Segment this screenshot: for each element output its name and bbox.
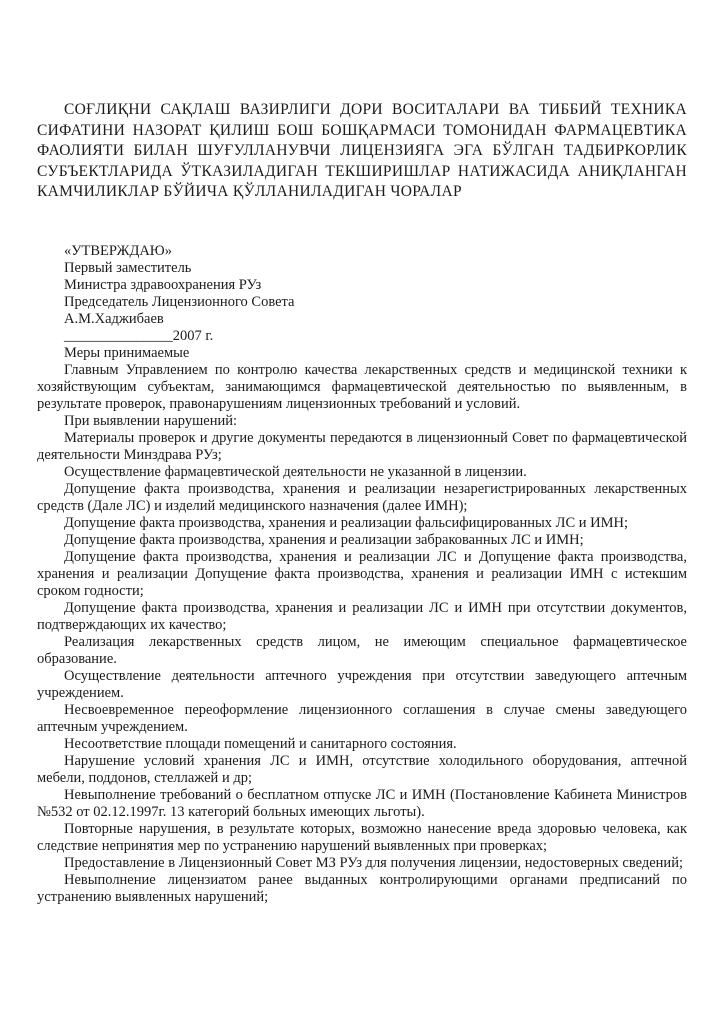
document-body (37, 345, 687, 906)
body-paragraph: Предоставление в Лицензионный Совет МЗ РУз для получения лицензии, недостоверных сведений; (64, 854, 683, 871)
body-paragraph: Несвоевременное переоформление лицензионного соглашения в случае смены заведующего аптечным учреждением. (37, 701, 687, 735)
document-content (37, 100, 687, 906)
title-line: ФАОЛИЯТИ БИЛАН ШУҒУЛЛАНУВЧИ ЛИЦЕНЗИЯГА ЭГА БЎЛГАН ТАДБИРКОРЛИК (37, 142, 687, 159)
body-paragraph: Невыполнение требований о бесплатном отпуске ЛС и ИМН (Постановление Кабинета Министров №532 от 02.12.1997г. 13 категорий больных имеющих льготы). (37, 786, 687, 820)
approval-line: А.М.Хаджибаев (64, 310, 164, 327)
body-paragraph: Осуществление деятельности аптечного учреждения при отсутствии заведующего аптечным учреждением. (37, 667, 687, 701)
body-paragraph: Невыполнение лицензиатом ранее выданных контролирующими органами предписаний по устранению выявленных нарушений; (37, 871, 687, 905)
body-paragraph: При выявлении нарушений: (64, 412, 238, 429)
approval-line: Председатель Лицензионного Совета (64, 293, 295, 310)
body-paragraph: Материалы проверок и другие документы передаются в лицензионный Совет по фармацевтической деятельности Минздрава РУз; (37, 429, 687, 463)
approval-line: Первый заместитель (64, 259, 192, 276)
body-paragraph: Нарушение условий хранения ЛС и ИМН, отсутствие холодильного оборудования, аптечной мебели, поддонов, стеллажей и др; (37, 752, 687, 786)
body-paragraph: Допущение факта производства, хранения и реализации ЛС и Допущение факта производства, хранения и реализации Допущение факта производства, хранения и реализации ИМН с истекшим сроком годности; (37, 548, 687, 599)
approval-line: Министра здравоохранения РУз (64, 276, 262, 293)
approval-line: «УТВЕРЖДАЮ» (64, 242, 172, 259)
title-line: СИФАТИНИ НАЗОРАТ ҚИЛИШ БОШ БОШҚАРМАСИ ТОМОНИДАН ФАРМАЦЕВТИКА (37, 121, 687, 139)
body-paragraph: Повторные нарушения, в результате которых, возможно нанесение вреда здоровью человека, как следствие непринятия мер по устранению нарушений выявленных при проверках; (37, 820, 687, 854)
approval-block (37, 243, 687, 345)
body-paragraph: Меры принимаемые (64, 344, 190, 361)
title-line: СОҒЛИҚНИ САҚЛАШ ВАЗИРЛИГИ ДОРИ ВОСИТАЛАРИ ВА ТИББИЙ ТЕХНИКА (64, 101, 687, 118)
title-line: СУБЪЕКТЛАРИДА ЎТКАЗИЛАДИГАН ТЕКШИРИШЛАР НАТИЖАСИДА АНИҚЛАНГАН (37, 162, 687, 180)
body-paragraph: Допущение факта производства, хранения и реализации забракованных ЛС и ИМН; (64, 531, 584, 548)
approval-line: _______________2007 г. (64, 327, 214, 344)
body-paragraph: Главным Управлением по контролю качества лекарственных средств и медицинской техники к хозяйствующим субъектам, занимающимся фармацевтической деятельностью по выявленным, в результате проверок, правонарушениям лицензионных требований и условий. (37, 361, 687, 412)
body-paragraph: Допущение факта производства, хранения и реализации незарегистрированных лекарственных средств (Дале ЛС) и изделий медицинского назначения (далее ИМН); (37, 480, 687, 514)
body-paragraph: Реализация лекарственных средств лицом, не имеющим специальное фармацевтическое образование. (37, 633, 687, 667)
document-title (37, 100, 687, 203)
body-paragraph: Несоответствие площади помещений и санитарного состояния. (64, 735, 457, 752)
body-paragraph: Допущение факта производства, хранения и реализации фальсифицированных ЛС и ИМН; (64, 514, 629, 531)
body-paragraph: Осуществление фармацевтической деятельности не указанной в лицензии. (64, 463, 527, 480)
title-line: КАМЧИЛИКЛАР БЎЙИЧА ҚЎЛЛАНИЛАДИГАН ЧОРАЛАР (37, 183, 462, 200)
body-paragraph: Допущение факта производства, хранения и реализации ЛС и ИМН при отсутствии документов, подтверждающих их качество; (37, 599, 687, 633)
